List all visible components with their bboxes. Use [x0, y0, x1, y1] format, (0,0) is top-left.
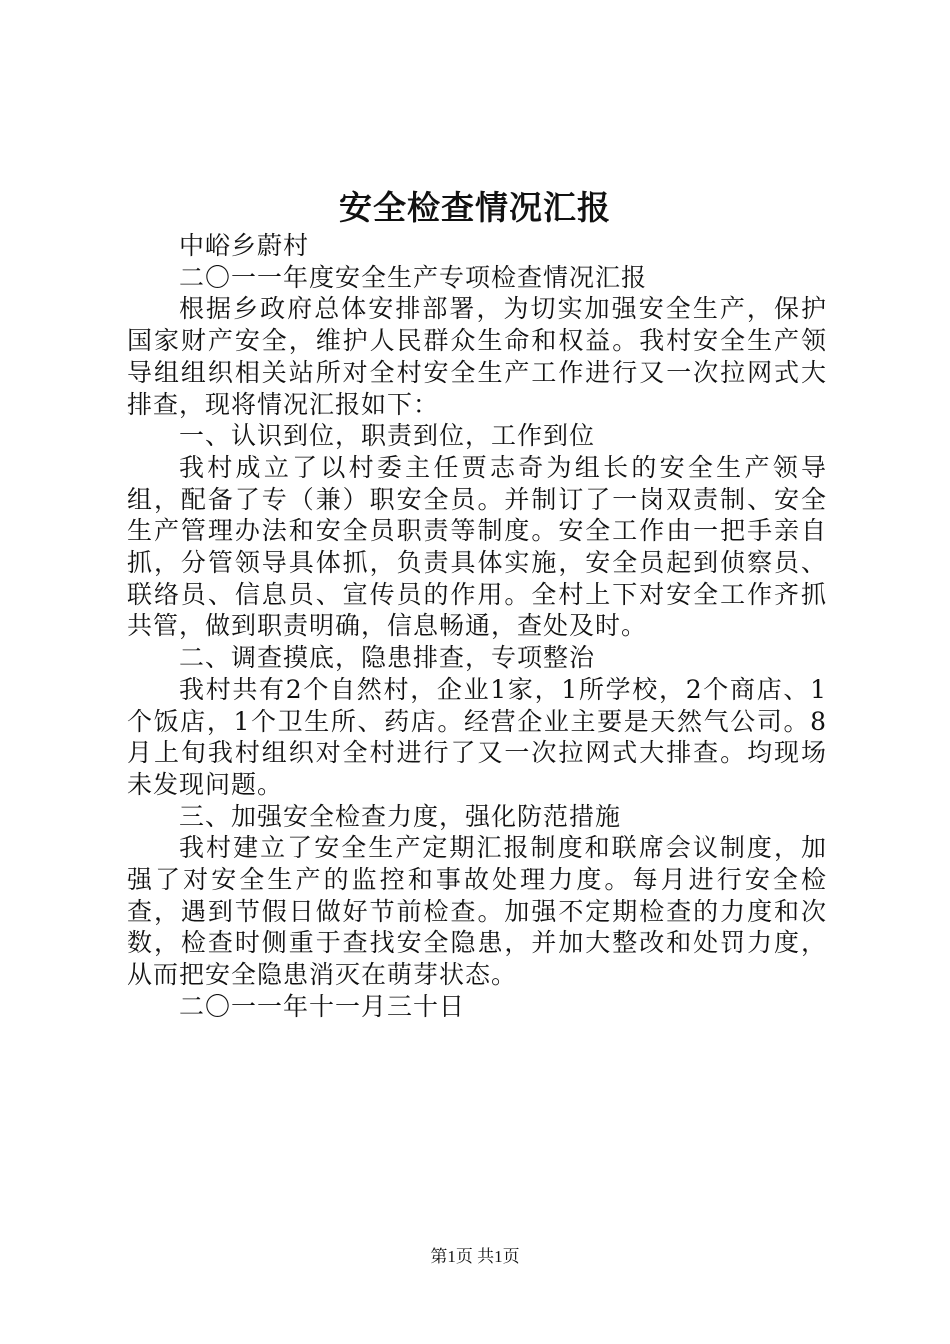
section-paragraph-2: 我村共有2个自然村，企业1家，1所学校，2个商店、1个饭店，1个卫生所、药店。经营企业主要是天然气公司。8月上旬我村组织对全村进行了又一次拉网式大排查。均现场未发现问题。 [127, 674, 827, 799]
village-name: 中峪乡蔚村 [179, 231, 310, 260]
page-number-footer: 第1页 共1页 [430, 1247, 520, 1266]
section-paragraph-1: 我村成立了以村委主任贾志奇为组长的安全生产领导组，配备了专（兼）职安全员。并制订了一岗双责制、安全生产管理办法和安全员职责等制度。安全工作由一把手亲自抓，分管领导具体抓，负责具体实施，安全员起到侦察员、联络员、信息员、宣传员的作用。全村上下对安全工作齐抓共管，做到职责明确，信息畅通，查处及时。 [127, 452, 827, 641]
document-body [127, 230, 827, 1023]
section-heading-3: 三、加强安全检查力度，强化防范措施 [179, 801, 622, 831]
section-heading-1: 一、认识到位，职责到位，工作到位 [179, 421, 596, 451]
document-title: 安全检查情况汇报 [339, 188, 611, 227]
report-date: 二〇一一年十一月三十日 [179, 991, 466, 1021]
section-heading-2: 二、调查摸底，隐患排查，专项整治 [179, 643, 596, 673]
intro-paragraph: 根据乡政府总体安排部署，为切实加强安全生产，保护国家财产安全，维护人民群众生命和权益。我村安全生产领导组组织相关站所对全村安全生产工作进行又一次拉网式大排查，现将情况汇报如下： [127, 294, 827, 419]
section-paragraph-3: 我村建立了安全生产定期汇报制度和联席会议制度，加强了对安全生产的监控和事故处理力度。每月进行安全检查，遇到节假日做好节前检查。加强不定期检查的力度和次数，检查时侧重于查找安全隐患，并加大整改和处罚力度，从而把安全隐患消灭在萌芽状态。 [127, 833, 827, 990]
report-subtitle: 二〇一一年度安全生产专项检查情况汇报 [179, 262, 648, 292]
